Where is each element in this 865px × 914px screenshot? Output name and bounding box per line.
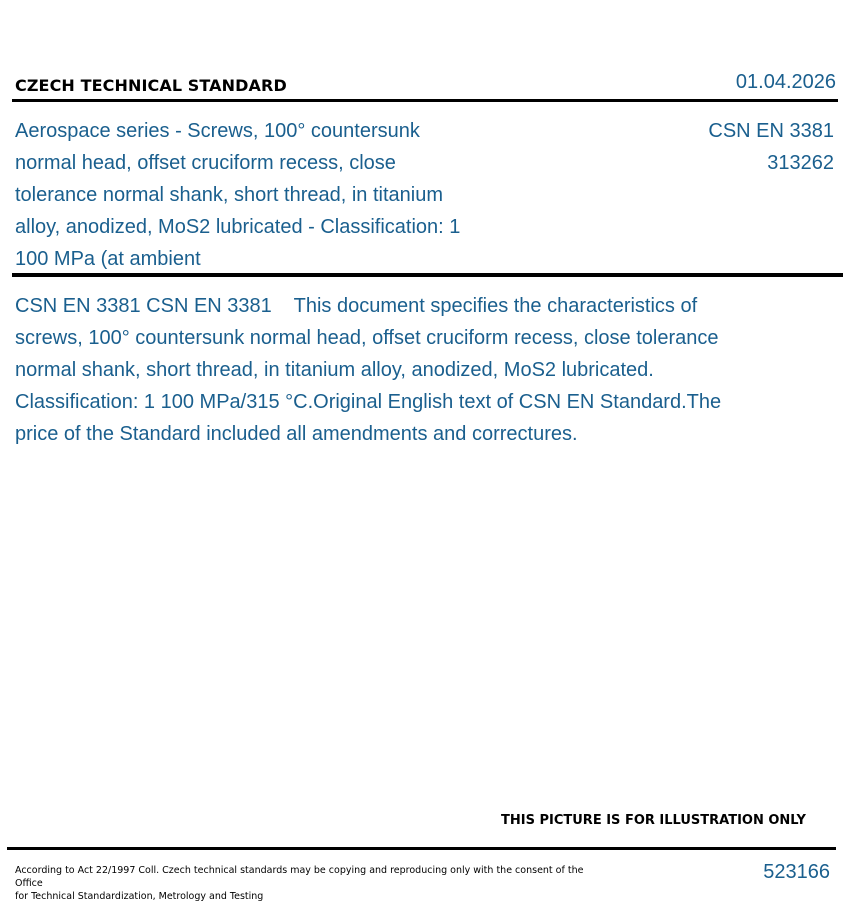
legal-notice-line-2: for Technical Standardization, Metrology and Testing	[15, 891, 264, 902]
document-number: 523166	[763, 861, 830, 883]
header-divider	[12, 99, 838, 102]
standard-title: Aerospace series - Screws, 100° countersunk normal head, offset cruciform recess, close tolerance normal shank, short thread, in titanium alloy, anodized, MoS2 lubricated - Classification: 1 100 MPa (at ambient	[15, 120, 461, 270]
standard-description: CSN EN 3381 CSN EN 3381 This document specifies the characteristics of screws, 100° countersunk normal head, offset cruciform recess, close tolerance normal shank, short thread, in titanium alloy, anodized, MoS2 lubricated. Classification: 1 100 MPa/315 °C.Original English text of CSN EN Standard.The price of the Standard included all amendments and correctures.	[15, 295, 727, 445]
illustration-note: THIS PICTURE IS FOR ILLUSTRATION ONLY	[501, 813, 806, 828]
legal-notice	[15, 864, 605, 903]
legal-notice-line-1: According to Act 22/1997 Coll. Czech technical standards may be copying and reproducing only with the consent of the Office	[15, 865, 584, 889]
standard-codes	[708, 115, 834, 179]
footer-divider	[7, 847, 836, 850]
document-type-label: CZECH TECHNICAL STANDARD	[15, 76, 287, 95]
standard-code: CSN EN 3381	[708, 120, 834, 142]
title-divider	[12, 273, 843, 277]
issue-date: 01.04.2026	[735, 71, 836, 93]
catalog-number: 313262	[767, 152, 834, 174]
